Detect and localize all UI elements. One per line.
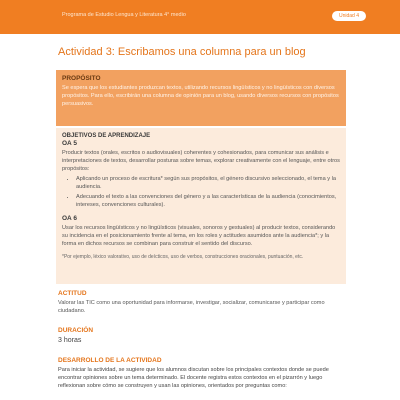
oa5-text: Producir textos (orales, escritos o audiovisuales) coherentes y cohesionados, para comunicar sus análisis e interpretaciones de textos, desarrollar posturas sobre temas, explorar creativamente con el lenguaje, entre otros propósitos: (62, 150, 340, 172)
objetivos-box (56, 128, 346, 284)
subject-title: Programa de Estudio Lengua y Literatura 4° medio (62, 12, 186, 18)
actitud-heading: ACTITUD (58, 290, 87, 297)
desarrollo-text: Para iniciar la actividad, se sugiere que los alumnos discutan sobre los principales contextos donde se puede encontrar opiniones sobre un tema determinado. El docente registra estos contextos en el pizarrón y luego reflexionan sobre cómo se construyen y usan las opiniones, orientados por preguntas como: (58, 367, 329, 389)
oa6-footnote: *Por ejemplo, léxico valorativo, uso de deícticos, uso de verbos, construcciones oracionales, puntuación, etc. (62, 254, 304, 260)
proposito-box (56, 70, 346, 126)
duracion-heading: DURACIÓN (58, 327, 94, 334)
oa5-code: OA 5 (62, 140, 77, 147)
page-header (0, 0, 400, 34)
actitud-text: Valorar las TIC como una oportunidad para informarse, investigar, socializar, comunicarse y participar como ciudadano. (58, 300, 325, 314)
objetivos-heading: OBJETIVOS DE APRENDIZAJE (62, 133, 151, 139)
proposito-heading: PROPÓSITO (62, 75, 101, 82)
unit-badge: Unidad 4 (332, 11, 366, 21)
proposito-text: Se espera que los estudiantes produzcan textos, utilizando recursos lingüísticos y no lingüísticos con diversos propósitos. Para ello, escribirán una columna de opinión para un blog, usando diversos recursos con propósitos persuasivos. (62, 85, 339, 107)
oa6-code: OA 6 (62, 215, 77, 222)
activity-title: Actividad 3: Escribamos una columna para un blog (58, 46, 306, 58)
oa5-bullet: • Aplicando un proceso de escritura* según sus propósitos, el género discursivo seleccionado, el tema y la audiencia. (76, 175, 340, 191)
oa5-bullet-list (62, 175, 340, 209)
oa6-text: Usar los recursos lingüísticos y no lingüísticos (visuales, sonoros y gestuales) al producir textos, considerando su incidencia en el posicionamiento frente al tema, en los roles y actitudes asumidos ante la audiencia*; y la forma en dichos recursos se combinan para construir el sentido del discurso. (62, 225, 336, 247)
desarrollo-heading: DESARROLLO DE LA ACTIVIDAD (58, 357, 162, 364)
duracion-text: 3 horas (58, 337, 82, 344)
oa5-bullet: • Adecuando el texto a las convenciones del género y a las características de la audiencia (conocimientos, intereses, convenciones culturales). (76, 193, 340, 209)
